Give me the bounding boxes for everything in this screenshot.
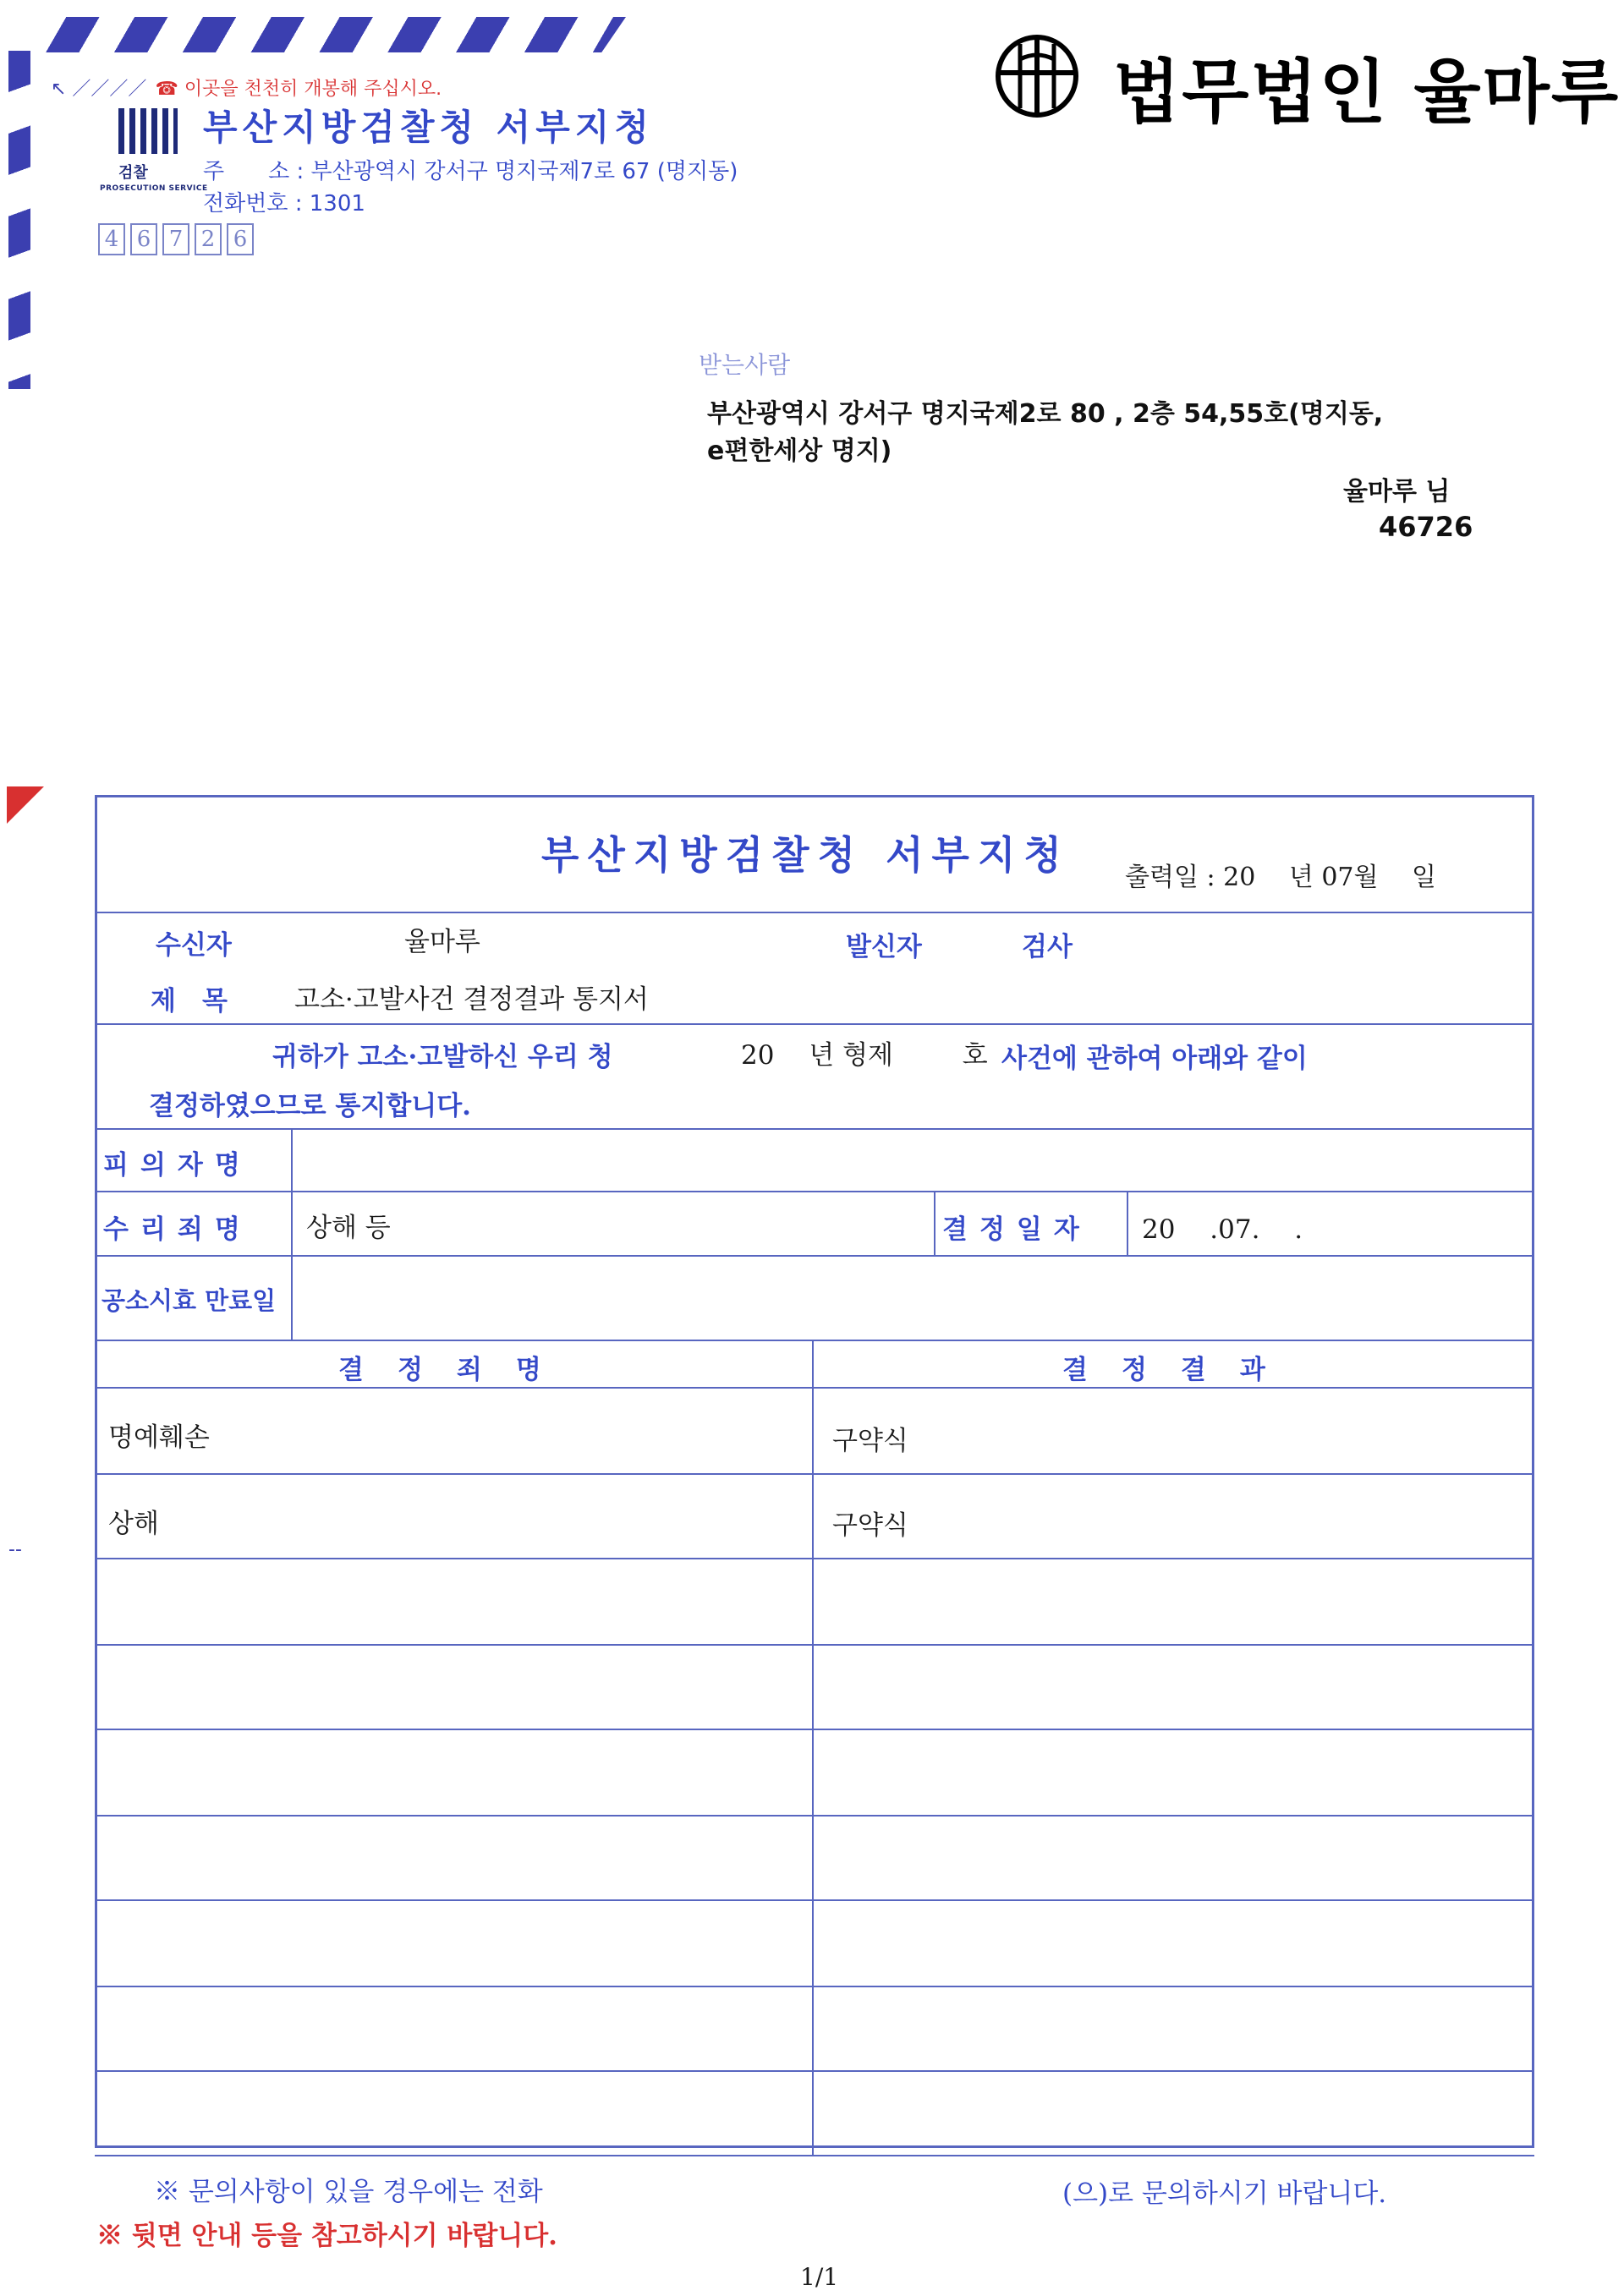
recipient-address-line2: e편한세상 명지) (707, 436, 892, 466)
envelope-stripe-top (17, 17, 626, 52)
phone-icon: ☎ (155, 79, 184, 100)
form-rule (95, 912, 1534, 913)
form-rule (812, 1340, 814, 2155)
table-row-crime: 상해 (108, 1509, 159, 1539)
footer-contact-left: ※ 문의사항이 있을 경우에는 전화 (154, 2177, 543, 2207)
decision-date-label: 결정일자 (942, 1214, 1091, 1245)
form-rule (95, 2070, 1534, 2072)
firm-name: 법무법인 율마루 (1113, 52, 1621, 133)
table-row-result: 구약식 (832, 1426, 908, 1456)
form-rule (95, 2155, 1534, 2156)
recipient-name: 율마루 님 (1343, 477, 1451, 507)
form-rule (95, 1644, 1534, 1646)
sender-value: 검사 (1022, 932, 1073, 962)
form-rule (95, 1340, 1534, 1341)
table-row-result: 구약식 (832, 1510, 908, 1541)
table-row-crime: 명예훼손 (108, 1422, 210, 1453)
postal-digit: 4 (98, 223, 125, 255)
form-rule (95, 1815, 1534, 1817)
prosecution-logo-sub: PROSECUTION SERVICE (100, 184, 208, 193)
form-rule (95, 1255, 1534, 1257)
recipient-label: 받는사람 (699, 351, 791, 379)
form-rule (95, 1387, 1534, 1389)
form-rule (95, 1558, 1534, 1559)
tear-arrow-icon: ↖ ／／／／ (51, 79, 147, 100)
fold-mark: -- (8, 1539, 22, 1560)
envelope-stripe-left (8, 51, 30, 389)
sender-label: 발신자 (846, 932, 922, 962)
recipient-postal-code: 46726 (1379, 511, 1473, 543)
subject-label: 제 목 (151, 986, 228, 1016)
postal-digit: 2 (195, 223, 222, 255)
prosecution-logo-icon (118, 108, 178, 154)
suspect-label: 피의자명 (103, 1150, 252, 1181)
form-rule (1127, 1191, 1128, 1255)
open-instruction: ↖ ／／／／ ☎ 이곳을 천천히 개봉해 주십시오. (51, 79, 442, 100)
col-crime-header: 결정죄명 (338, 1355, 575, 1385)
page-number: 1/1 (800, 2263, 839, 2291)
prosecution-logo-text: 검찰 (118, 164, 148, 182)
back-side-warning: ※ 뒷면 안내 등을 참고하시기 바랍니다. (96, 2221, 557, 2251)
footer-contact-right: (으)로 문의하시기 바랍니다. (1062, 2178, 1387, 2209)
sender-postal-code (98, 223, 254, 255)
notice-line1-part2: 사건에 관하여 아래와 같이 (1001, 1044, 1308, 1074)
red-corner-mark (7, 786, 44, 824)
form-rule (934, 1191, 935, 1255)
prescription-label: 공소시효 만료일 (102, 1286, 277, 1315)
form-title: 부산지방검찰청 서부지청 (541, 832, 1070, 878)
receiver-label: 수신자 (156, 930, 232, 961)
form-rule (291, 1128, 293, 1340)
print-date: 출력일 : 20 년 07월 일 (1125, 863, 1437, 892)
form-rule (95, 1986, 1534, 1987)
sender-office: 부산지방검찰청 서부지청 (203, 107, 654, 148)
notice-line2: 결정하였으므로 통지합니다. (149, 1091, 471, 1121)
form-rule (95, 1729, 1534, 1730)
form-rule (95, 1899, 1534, 1901)
subject-value: 고소·고발사건 결정결과 통지서 (294, 984, 649, 1015)
notice-line1-case-number: 20 년 형제 호 (741, 1040, 988, 1071)
firm-logo-icon (995, 34, 1079, 118)
charge-label: 수리죄명 (103, 1214, 252, 1245)
postal-digit: 6 (130, 223, 157, 255)
col-result-header: 결정결과 (1062, 1355, 1299, 1385)
receiver-value: 율마루 (404, 927, 480, 957)
postal-digit: 7 (162, 223, 189, 255)
postal-digit: 6 (227, 223, 254, 255)
charge-value: 상해 등 (306, 1213, 391, 1243)
form-rule (95, 1191, 1534, 1192)
decision-date-value: 20 .07. . (1142, 1214, 1303, 1245)
form-rule (95, 1473, 1534, 1475)
form-rule (95, 1023, 1534, 1025)
recipient-address-line1: 부산광역시 강서구 명지국제2로 80 , 2층 54,55호(명지동, (707, 399, 1384, 429)
sender-phone: 전화번호 : 1301 (203, 191, 365, 216)
form-rule (95, 1128, 1534, 1130)
notice-line1-part1: 귀하가 고소·고발하신 우리 청 (272, 1042, 613, 1072)
sender-address: 주 소 : 부산광역시 강서구 명지국제7로 67 (명지동) (203, 159, 738, 184)
